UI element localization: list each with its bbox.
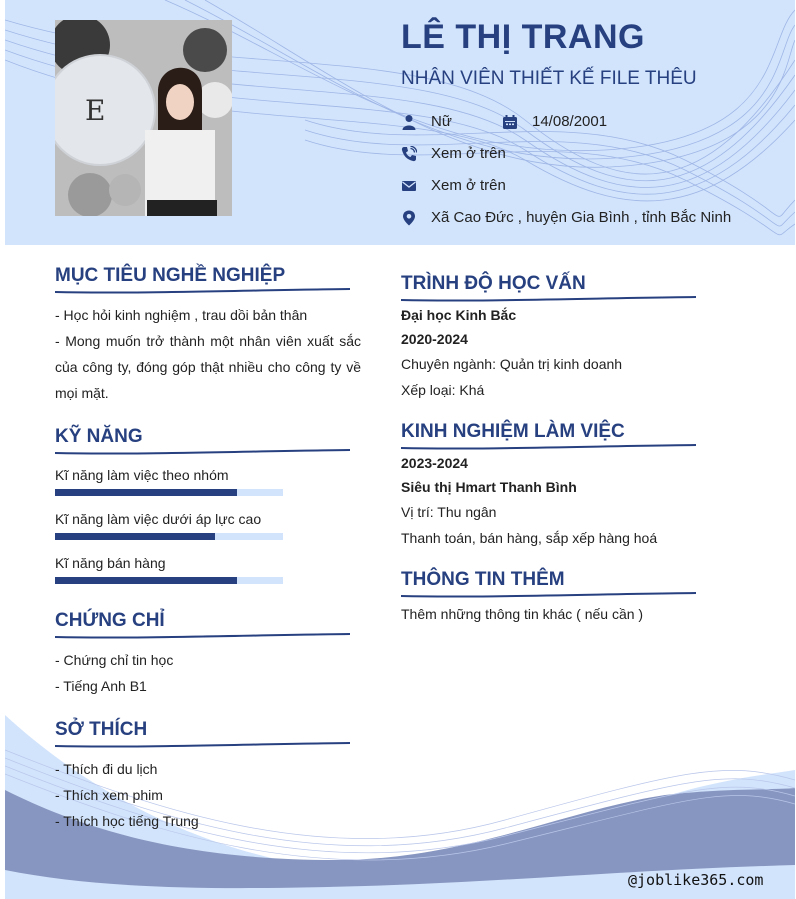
certificate-item-2: - Tiếng Anh B1 [55, 678, 147, 694]
phone-row [401, 145, 506, 162]
skill-bar-fill-2 [55, 533, 215, 540]
skill-label-2: Kĩ năng làm việc dưới áp lực cao [55, 511, 262, 527]
hobbies-heading: SỞ THÍCH [55, 719, 148, 740]
objective-line-2: - Mong muốn trở thành một nhân viên xuất sắc của công ty, đóng góp thật nhiều cho công ty về mọi mặt. [55, 333, 361, 401]
skills-heading: KỸ NĂNG [55, 426, 143, 447]
email-row [401, 177, 506, 194]
watermark-text: @joblike365.com [628, 871, 764, 889]
skill-bar-3 [55, 577, 283, 584]
email-value: Xem ở trên [431, 177, 506, 194]
hobbies-underline [55, 741, 350, 749]
map-pin-icon [401, 210, 417, 226]
hobby-item-2: - Thích xem phim [55, 787, 163, 803]
objective-underline [55, 287, 350, 295]
skills-underline [55, 448, 350, 456]
education-period: 2020-2024 [401, 331, 468, 347]
skill-bar-fill-1 [55, 489, 237, 496]
skill-bar-1 [55, 489, 283, 496]
experience-heading: KINH NGHIỆM LÀM VIỆC [401, 421, 625, 442]
job-title: NHÂN VIÊN THIẾT KẾ FILE THÊU [401, 68, 697, 89]
certificates-heading: CHỨNG CHỈ [55, 610, 165, 631]
birthday-value: 14/08/2001 [532, 113, 608, 130]
address-value: Xã Cao Đức , huyện Gia Bình , tỉnh Bắc Ninh [431, 209, 732, 226]
phone-icon [401, 146, 417, 162]
address-row [401, 209, 731, 226]
svg-text:E: E [85, 94, 106, 127]
hobby-item-1: - Thích đi du lịch [55, 761, 158, 777]
header-banner [5, 0, 795, 245]
hobby-item-3: - Thích học tiếng Trung [55, 813, 199, 829]
objective-line-1: - Học hỏi kinh nghiệm , trau dồi bản thân [55, 307, 308, 323]
skill-bar-fill-3 [55, 577, 237, 584]
education-major: Chuyên ngành: Quản trị kinh doanh [401, 356, 623, 372]
skill-label-3: Kĩ năng bán hàng [55, 555, 166, 571]
profile-photo-image [55, 20, 232, 216]
additional-heading: THÔNG TIN THÊM [401, 569, 565, 590]
skill-label-1: Kĩ năng làm việc theo nhóm [55, 467, 229, 483]
certificate-item-1: - Chứng chỉ tin học [55, 652, 174, 668]
experience-duties: Thanh toán, bán hàng, sắp xếp hàng hoá [401, 530, 658, 546]
gender-value: Nữ [431, 113, 452, 130]
experience-position: Vị trí: Thu ngân [401, 504, 497, 520]
education-rank: Xếp loại: Khá [401, 382, 485, 398]
envelope-icon [401, 178, 417, 194]
additional-underline [401, 591, 696, 599]
education-school: Đại học Kinh Bắc [401, 307, 517, 323]
experience-period: 2023-2024 [401, 455, 468, 471]
experience-company: Siêu thị Hmart Thanh Bình [401, 479, 577, 495]
birthday-row [502, 113, 607, 130]
gender-row [401, 113, 452, 130]
profile-photo [55, 20, 232, 216]
phone-value: Xem ở trên [431, 145, 506, 162]
education-heading: TRÌNH ĐỘ HỌC VẤN [401, 273, 586, 294]
cv-page [5, 0, 795, 899]
certificates-underline [55, 632, 350, 640]
person-icon [401, 114, 417, 130]
calendar-icon [502, 114, 518, 130]
additional-text: Thêm những thông tin khác ( nếu cần ) [401, 606, 644, 622]
skill-bar-2 [55, 533, 283, 540]
full-name: LÊ THỊ TRANG [401, 18, 645, 56]
objective-heading: MỤC TIÊU NGHỀ NGHIỆP [55, 265, 286, 286]
